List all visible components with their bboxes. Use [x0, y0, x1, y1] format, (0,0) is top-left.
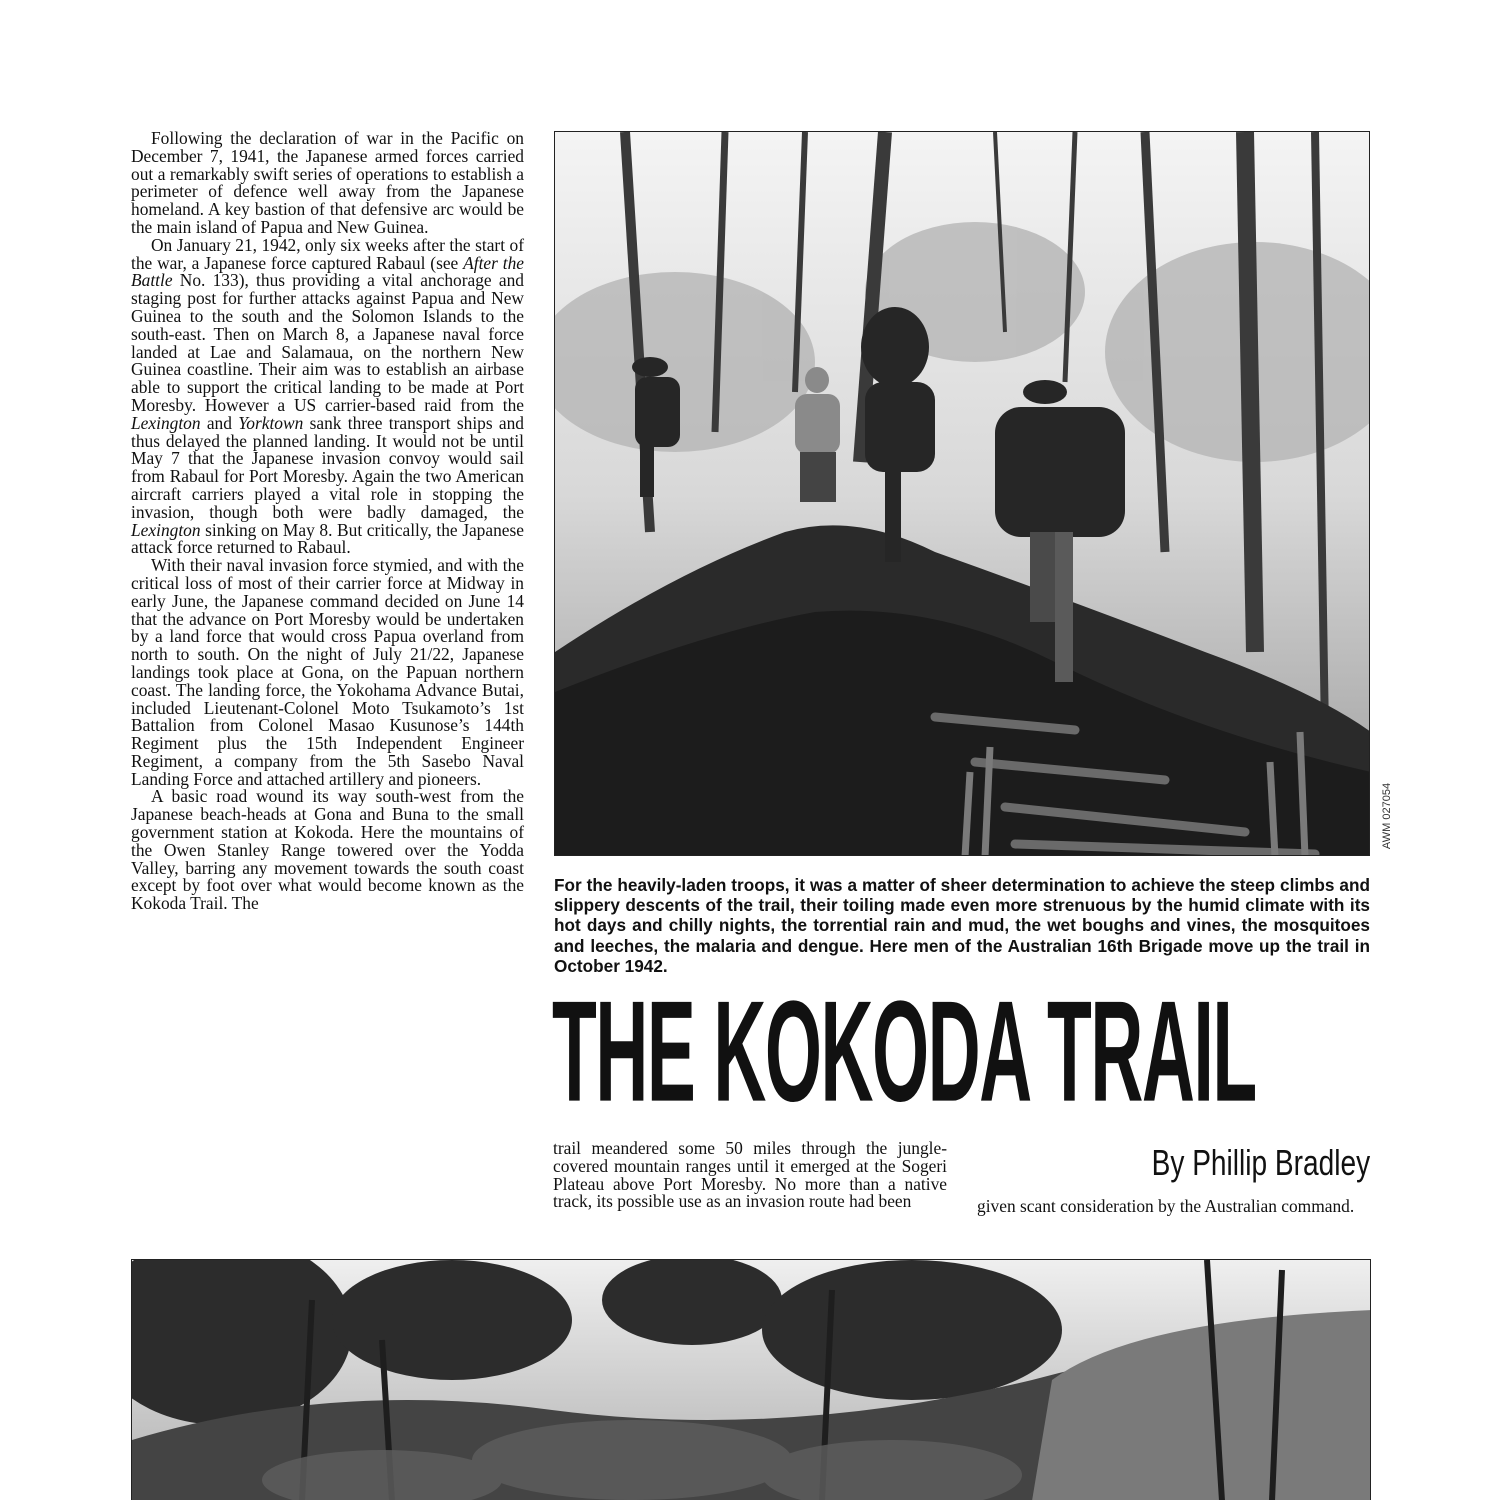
paragraph-continuation-2: given scant consideration by the Australian command. — [977, 1196, 1355, 1216]
photo-caption: For the heavily-laden troops, it was a matter of sheer determination to achieve the steep climbs and slippery descents of the trail, their toiling made even more strenuous by the humid climate with its hot days and chilly nights, the torrential rain and mud, the wet boughs and vines, the mosquitoes and leeches, the malaria and dengue. Here men of the Australian 16th Brigade move up the trail in October 1942. — [554, 875, 1370, 976]
article-column-middle — [553, 1140, 947, 1211]
article-title: THE KOKODA TRAIL — [552, 972, 1256, 1133]
byline: By Phillip Bradley — [1151, 1142, 1370, 1183]
jungle-photo-illustration — [132, 1260, 1371, 1500]
paragraph-2: On January 21, 1942, only six weeks after the start of the war, a Japanese force captured Rabaul (see After the Battle No. 133), thus providing a vital anchorage and staging post for further attacks against Papua and New Guinea to the south and the Solomon Islands to the south-east. Then on March 8, a Japanese naval force landed at Lae and Salamaua, on the northern New Guinea coastline. Their aim was to establish an airbase able to support the critical landing to be made at Port Moresby. However a US carrier-based raid from the Lexington and Yorktown sank three transport ships and thus delayed the planned landing. It would not be until May 7 that the Japanese invasion convoy would sail from Rabaul for Port Moresby. Again the two American aircraft carriers played a vital role in stopping the invasion, though both were badly damaged, the Lexington sinking on May 8. But critically, the Japanese attack force returned to Rabaul. — [131, 234, 524, 558]
paragraph-4: A basic road wound its way south-west from the Japanese beach-heads at Gona and Buna to the small government station at Kokoda. Here the mountains of the Owen Stanley Range towered over the Yodda Valley, barring any movement towards the south coast except by foot over what would become known as the Kokoda Trail. The — [131, 786, 524, 914]
jungle-hillside-photo — [131, 1259, 1371, 1500]
troops-on-trail-photo — [554, 131, 1370, 856]
paragraph-3: With their naval invasion force stymied, and with the critical loss of most of their carrier force at Midway in early June, the Japanese command decided on June 14 that the advance on Port Moresby would be undertaken by a land force that would cross Papua overland from north to south. On the night of July 21/22, Japanese landings took place at Gona, on the Papuan northern coast. The landing force, the Yokohama Advance Butai, included Lieutenant-Colonel Moto Tsukamoto’s 1st Battalion from Colonel Masao Kusunose’s 144th Regiment plus the 15th Independent Engineer Regiment, a company from the 5th Sasebo Naval Landing Force and attached artillery and pioneers. — [131, 555, 524, 789]
photo-credit: AWM 027054 — [1381, 782, 1393, 850]
article-column-left — [131, 130, 524, 913]
article-column-right — [977, 1198, 1370, 1216]
paragraph-1: Following the declaration of war in the Pacific on December 7, 1941, the Japanese armed forces carried out a remarkably swift series of operations to establish a perimeter of defence well away from the Japanese homeland. A key bastion of that defensive arc would be the main island of Papua and New Guinea. — [131, 128, 524, 237]
paragraph-continuation: trail meandered some 50 miles through the jungle-covered mountain ranges until it emerged at the Sogeri Plateau above Port Moresby. No more than a native track, its possible use as an invasion route had been — [553, 1138, 947, 1212]
troops-photo-illustration — [555, 132, 1370, 856]
